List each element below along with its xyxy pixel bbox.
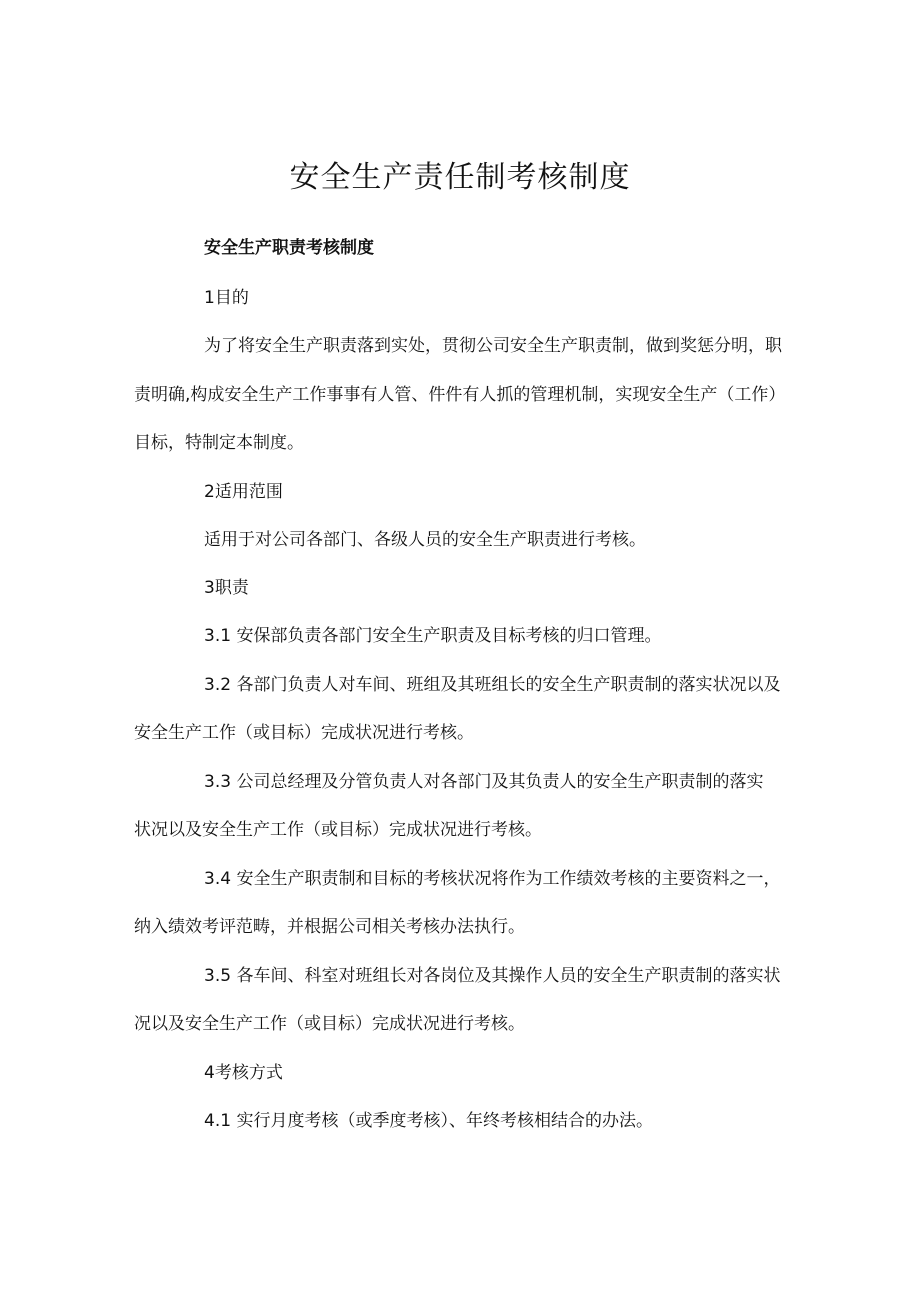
section-heading-assessment-method: 4考核方式 <box>204 1063 283 1083</box>
clause-3-4: 3.4 安全生产职责制和目标的考核状况将作为工作绩效考核的主要资料之一， <box>204 869 781 889</box>
section-heading-responsibilities: 3职责 <box>204 578 249 598</box>
paragraph-line: 目标，特制定本制度。 <box>134 433 304 453</box>
clause-3-2: 3.2 各部门负责人对车间、班组及其班组长的安全生产职责制的落实状况以及 <box>204 675 781 695</box>
paragraph-line: 责明确,构成安全生产工作事事有人管、件件有人抓的管理机制，实现安全生产（工作） <box>134 385 786 405</box>
clause-3-5: 3.5 各车间、科室对班组长对各岗位及其操作人员的安全生产职责制的落实状 <box>204 966 781 986</box>
paragraph-line: 况以及安全生产工作（或目标）完成状况进行考核。 <box>134 1014 525 1034</box>
paragraph-line: 状况以及安全生产工作（或目标）完成状况进行考核。 <box>134 820 542 840</box>
section-heading-purpose: 1目的 <box>204 288 249 308</box>
paragraph-line: 适用于对公司各部门、各级人员的安全生产职责进行考核。 <box>204 530 646 550</box>
clause-3-3: 3.3 公司总经理及分管负责人对各部门及其负责人的安全生产职责制的落实 <box>204 772 764 792</box>
clause-4-1: 4.1 实行月度考核（或季度考核）、年终考核相结合的办法。 <box>204 1111 653 1131</box>
paragraph-line: 为了将安全生产职责落到实处，贯彻公司安全生产职责制，做到奖惩分明，职 <box>204 336 782 356</box>
document-title: 安全生产责任制考核制度 <box>289 160 631 195</box>
section-heading-scope: 2适用范围 <box>204 482 283 502</box>
paragraph-line: 纳入绩效考评范畴，并根据公司相关考核办法执行。 <box>134 917 525 937</box>
paragraph-line: 安全生产工作（或目标）完成状况进行考核。 <box>134 723 474 743</box>
clause-3-1: 3.1 安保部负责各部门安全生产职责及目标考核的归口管理。 <box>204 626 662 646</box>
document-subtitle: 安全生产职责考核制度 <box>204 238 374 258</box>
